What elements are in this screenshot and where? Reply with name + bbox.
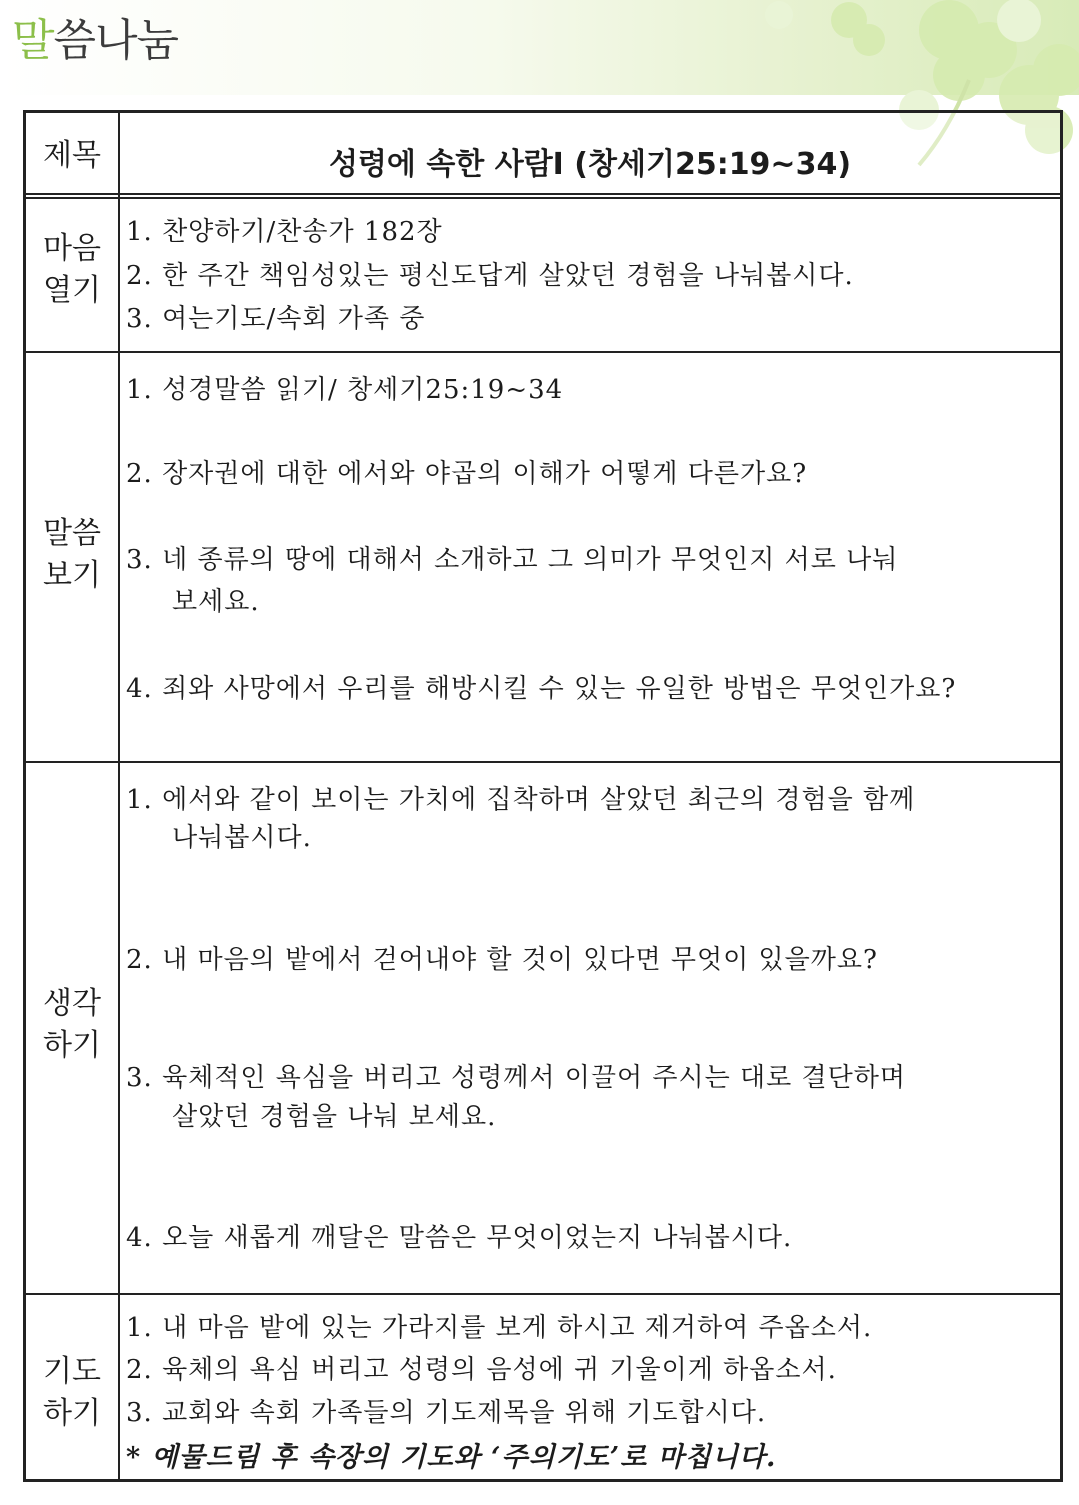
list-item: 1. 내 마음 밭에 있는 가라지를 보게 하시고 제거하여 주옵소서.	[126, 1313, 873, 1343]
divider	[26, 197, 1060, 199]
list-item: 3. 육체적인 욕심을 버리고 성령께서 이끌어 주시는 대로 결단하며	[126, 1063, 906, 1093]
list-item: 2. 육체의 욕심 버리고 성령의 음성에 귀 기울이게 하옵소서.	[126, 1355, 837, 1385]
divider	[26, 1293, 1060, 1295]
list-item: 3. 교회와 속회 가족들의 기도제목을 위해 기도합시다.	[126, 1398, 767, 1428]
divider	[26, 351, 1060, 353]
list-item: 4. 오늘 새롭게 깨달은 말씀은 무엇이었는지 나눠봅시다.	[126, 1223, 793, 1253]
list-item: 2. 장자권에 대한 에서와 야곱의 이해가 어떻게 다른가요?	[126, 459, 808, 489]
list-item: 1. 찬양하기/찬송가 182장	[126, 217, 443, 247]
list-item-continuation: 나눠봅시다.	[172, 823, 312, 853]
section-label-open-heart: 마음 열기	[43, 231, 101, 308]
section-label-think: 생각 하기	[43, 986, 101, 1063]
list-item-continuation: 보세요.	[172, 587, 260, 617]
list-item: 2. 내 마음의 밭에서 걷어내야 할 것이 있다면 무엇이 있을까요?	[126, 945, 878, 975]
brand-logo: 말씀나눔	[12, 15, 179, 66]
section-label-see-word: 말씀 보기	[43, 516, 101, 593]
title-label: 제목	[43, 138, 101, 173]
divider	[26, 761, 1060, 763]
list-item: 3. 네 종류의 땅에 대해서 소개하고 그 의미가 무엇인지 서로 나눠	[126, 545, 899, 575]
list-item: 2. 한 주간 책임성있는 평신도답게 살았던 경험을 나눠봅시다.	[126, 261, 854, 291]
list-item: 1. 성경말씀 읽기/ 창세기25:19~34	[126, 375, 564, 405]
section-label-pray: 기도 하기	[43, 1354, 101, 1431]
column-divider	[118, 113, 120, 1479]
list-item-continuation: 살았던 경험을 나눠 보세요.	[172, 1102, 497, 1132]
divider	[26, 193, 1060, 195]
worksheet-table	[23, 110, 1063, 1482]
list-item: 3. 여는기도/속회 가족 중	[126, 304, 426, 334]
closing-note: * 예물드림 후 속장의 기도와 ‘주의기도’로 마칩니다.	[126, 1442, 777, 1473]
list-item: 1. 에서와 같이 보이는 가치에 집착하며 살았던 최근의 경험을 함께	[126, 785, 916, 815]
list-item: 4. 죄와 사망에서 우리를 해방시킬 수 있는 유일한 방법은 무엇인가요?	[126, 674, 957, 704]
page-title: 성령에 속한 사람Ⅰ (창세기25:19~34)	[328, 147, 852, 182]
